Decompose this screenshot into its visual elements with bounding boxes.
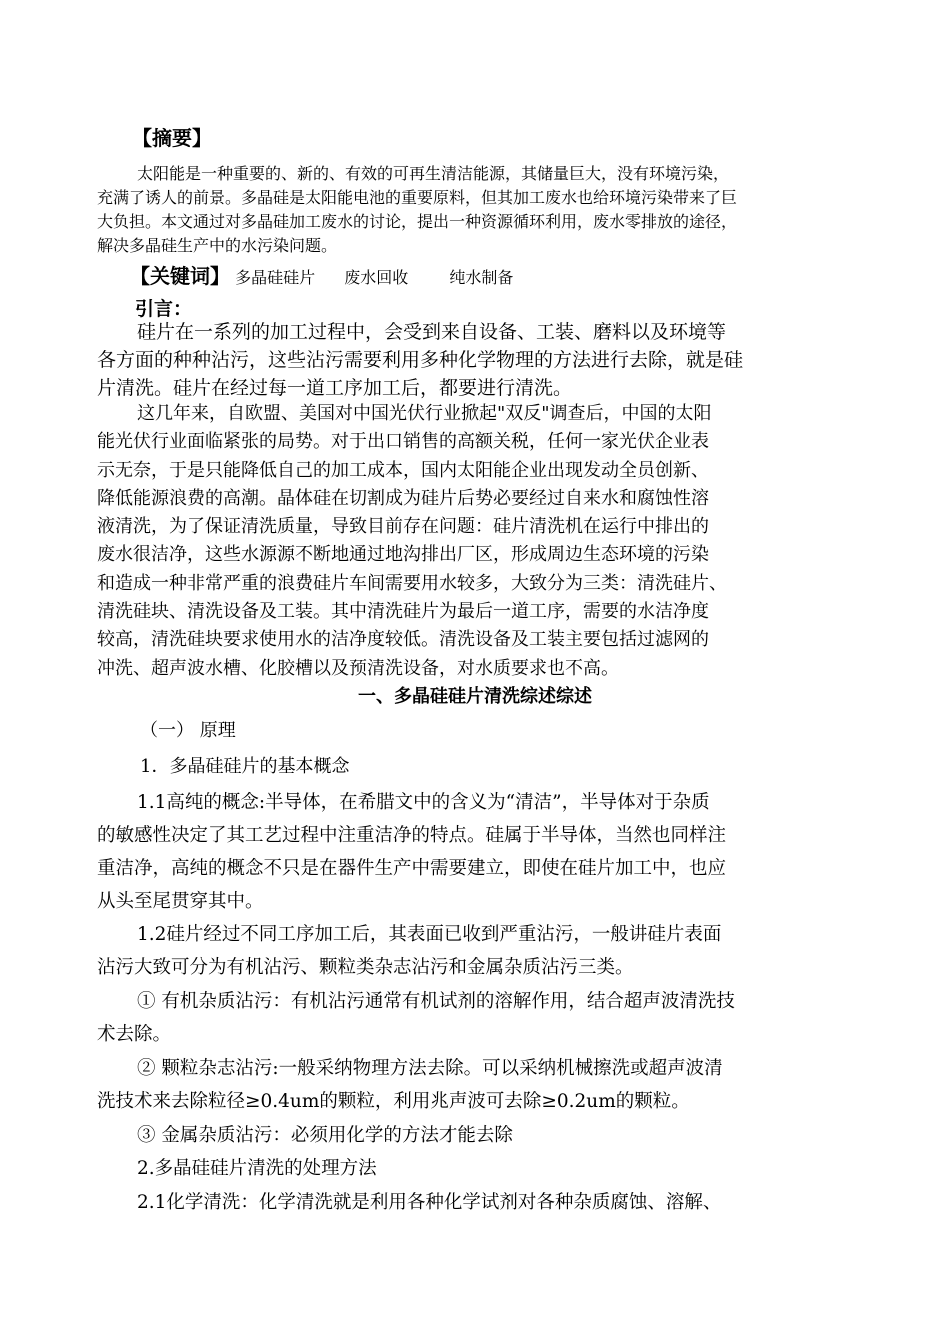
intro-line: 废水很洁净，这些水源源不断地通过地沟排出厂区，形成周边生态环境的污染 xyxy=(97,544,709,566)
intro-line: 降低能源浪费的高潮。晶体硅在切割成为硅片后势必要经过自来水和腐蚀性溶 xyxy=(97,487,709,509)
intro-line: 能光伏行业面临紧张的局势。对于出口销售的高额关税，任何一家光伏企业表 xyxy=(97,431,709,453)
body-line: 术去除。 xyxy=(97,1024,172,1045)
contamination-particle xyxy=(97,1052,723,1118)
intro-line: 片清洗。硅片在经过每一道工序加工后，都要进行清洗。 xyxy=(97,377,573,399)
abstract-line: 太阳能是一种重要的、新的、有效的可再生清洁能源，其储量巨大，没有环境污染， xyxy=(137,164,730,183)
contamination-metal: ③ 金属杂质沾污：必须用化学的方法才能去除 xyxy=(137,1125,513,1146)
paragraph-1-2 xyxy=(97,918,721,984)
item-title: 2.多晶硅硅片清洗的处理方法 xyxy=(137,1158,377,1179)
keywords-row xyxy=(130,260,513,289)
intro-heading: 引言： xyxy=(135,298,193,320)
contamination-organic xyxy=(97,985,735,1051)
intro-line: 液清洗，为了保证清洗质量，导致目前存在问题：硅片清洗机在运行中排出的 xyxy=(97,516,709,538)
abstract-line: 大负担。本文通过对多晶硅加工废水的讨论，提出一种资源循环利用，废水零排放的途径， xyxy=(97,212,738,231)
intro-line: 这几年来，自欧盟、美国对中国光伏行业掀起"双反"调查后，中国的太阳 xyxy=(137,403,712,424)
body-line: 沾污大致可分为有机沾污、颗粒类杂志沾污和金属杂质沾污三类。 xyxy=(97,957,634,978)
intro-line: 清洗硅块、清洗设备及工装。其中清洗硅片为最后一道工序，需要的水洁净度 xyxy=(97,601,709,623)
abstract-body xyxy=(97,162,737,258)
abstract-line: 解决多晶硅生产中的水污染问题。 xyxy=(97,236,338,255)
paragraph-1-1 xyxy=(97,786,726,918)
body-line: ① 有机杂质沾污：有机沾污通常有机试剂的溶解作用，结合超声波清洗技 xyxy=(137,991,735,1012)
item-title: 1．多晶硅硅片的基本概念 xyxy=(140,756,350,777)
body-line: ② 颗粒杂志沾污:一般采纳物理方法去除。可以采纳机械擦洗或超声波清 xyxy=(137,1058,723,1079)
body-line: 的敏感性决定了其工艺过程中注重洁净的特点。硅属于半导体，当然也同样注 xyxy=(97,825,727,846)
section-title: 一、多晶硅硅片清洗综述综述 xyxy=(358,686,592,707)
body-line: 重洁净，高纯的概念不只是在器件生产中需要建立，即使在硅片加工中，也应 xyxy=(97,858,727,879)
intro-line: 冲洗、超声波水槽、化胶槽以及预清洗设备，对水质要求也不高。 xyxy=(97,657,619,679)
body-line: 1.1高纯的概念:半导体，在希腊文中的含义为“清洁”，半导体对于杂质 xyxy=(137,792,710,813)
intro-line: 较高，清洗硅块要求使用水的洁净度较低。清洗设备及工装主要包括过滤网的 xyxy=(97,629,709,651)
body-line: 2.1化学清洗：化学清洗就是利用各种化学试剂对各种杂质腐蚀、溶解、 xyxy=(137,1192,722,1213)
intro-line: 硅片在一系列的加工过程中，会受到来自设备、工装、磨料以及环境等 xyxy=(137,321,727,343)
intro-line: 和造成一种非常严重的浪费硅片车间需要用水较多，大致分为三类：清洗硅片、 xyxy=(97,572,727,594)
keyword-item: 纯水制备 xyxy=(449,268,514,287)
body-line: 1.2硅片经过不同工序加工后，其表面已收到严重沾污，一般讲硅片表面 xyxy=(137,924,722,945)
keyword-item: 废水回收 xyxy=(344,268,409,287)
keyword-item: 多晶硅硅片 xyxy=(235,268,316,287)
abstract-line: 充满了诱人的前景。多晶硅是太阳能电池的重要原料，但其加工废水也给环境污染带来了巨 xyxy=(97,188,738,207)
intro-line: 各方面的种种沾污，这些沾污需要利用多种化学物理的方法进行去除，就是硅 xyxy=(97,349,744,371)
intro-paragraph-1 xyxy=(97,318,743,402)
abstract-heading: 【摘要】 xyxy=(132,126,212,150)
body-line: 从头至尾贯穿其中。 xyxy=(97,891,264,912)
keywords-label: 【关键词】 xyxy=(130,264,230,288)
intro-paragraph-2 xyxy=(97,400,727,683)
body-line: 洗技术来去除粒径≥0.4um的颗粒，利用兆声波可去除≥0.2um的颗粒。 xyxy=(97,1091,690,1112)
intro-line: 示无奈，于是只能降低自己的加工成本，国内太阳能企业出现发动全员创新、 xyxy=(97,459,709,481)
subsection-title: （一） 原理 xyxy=(140,720,236,741)
